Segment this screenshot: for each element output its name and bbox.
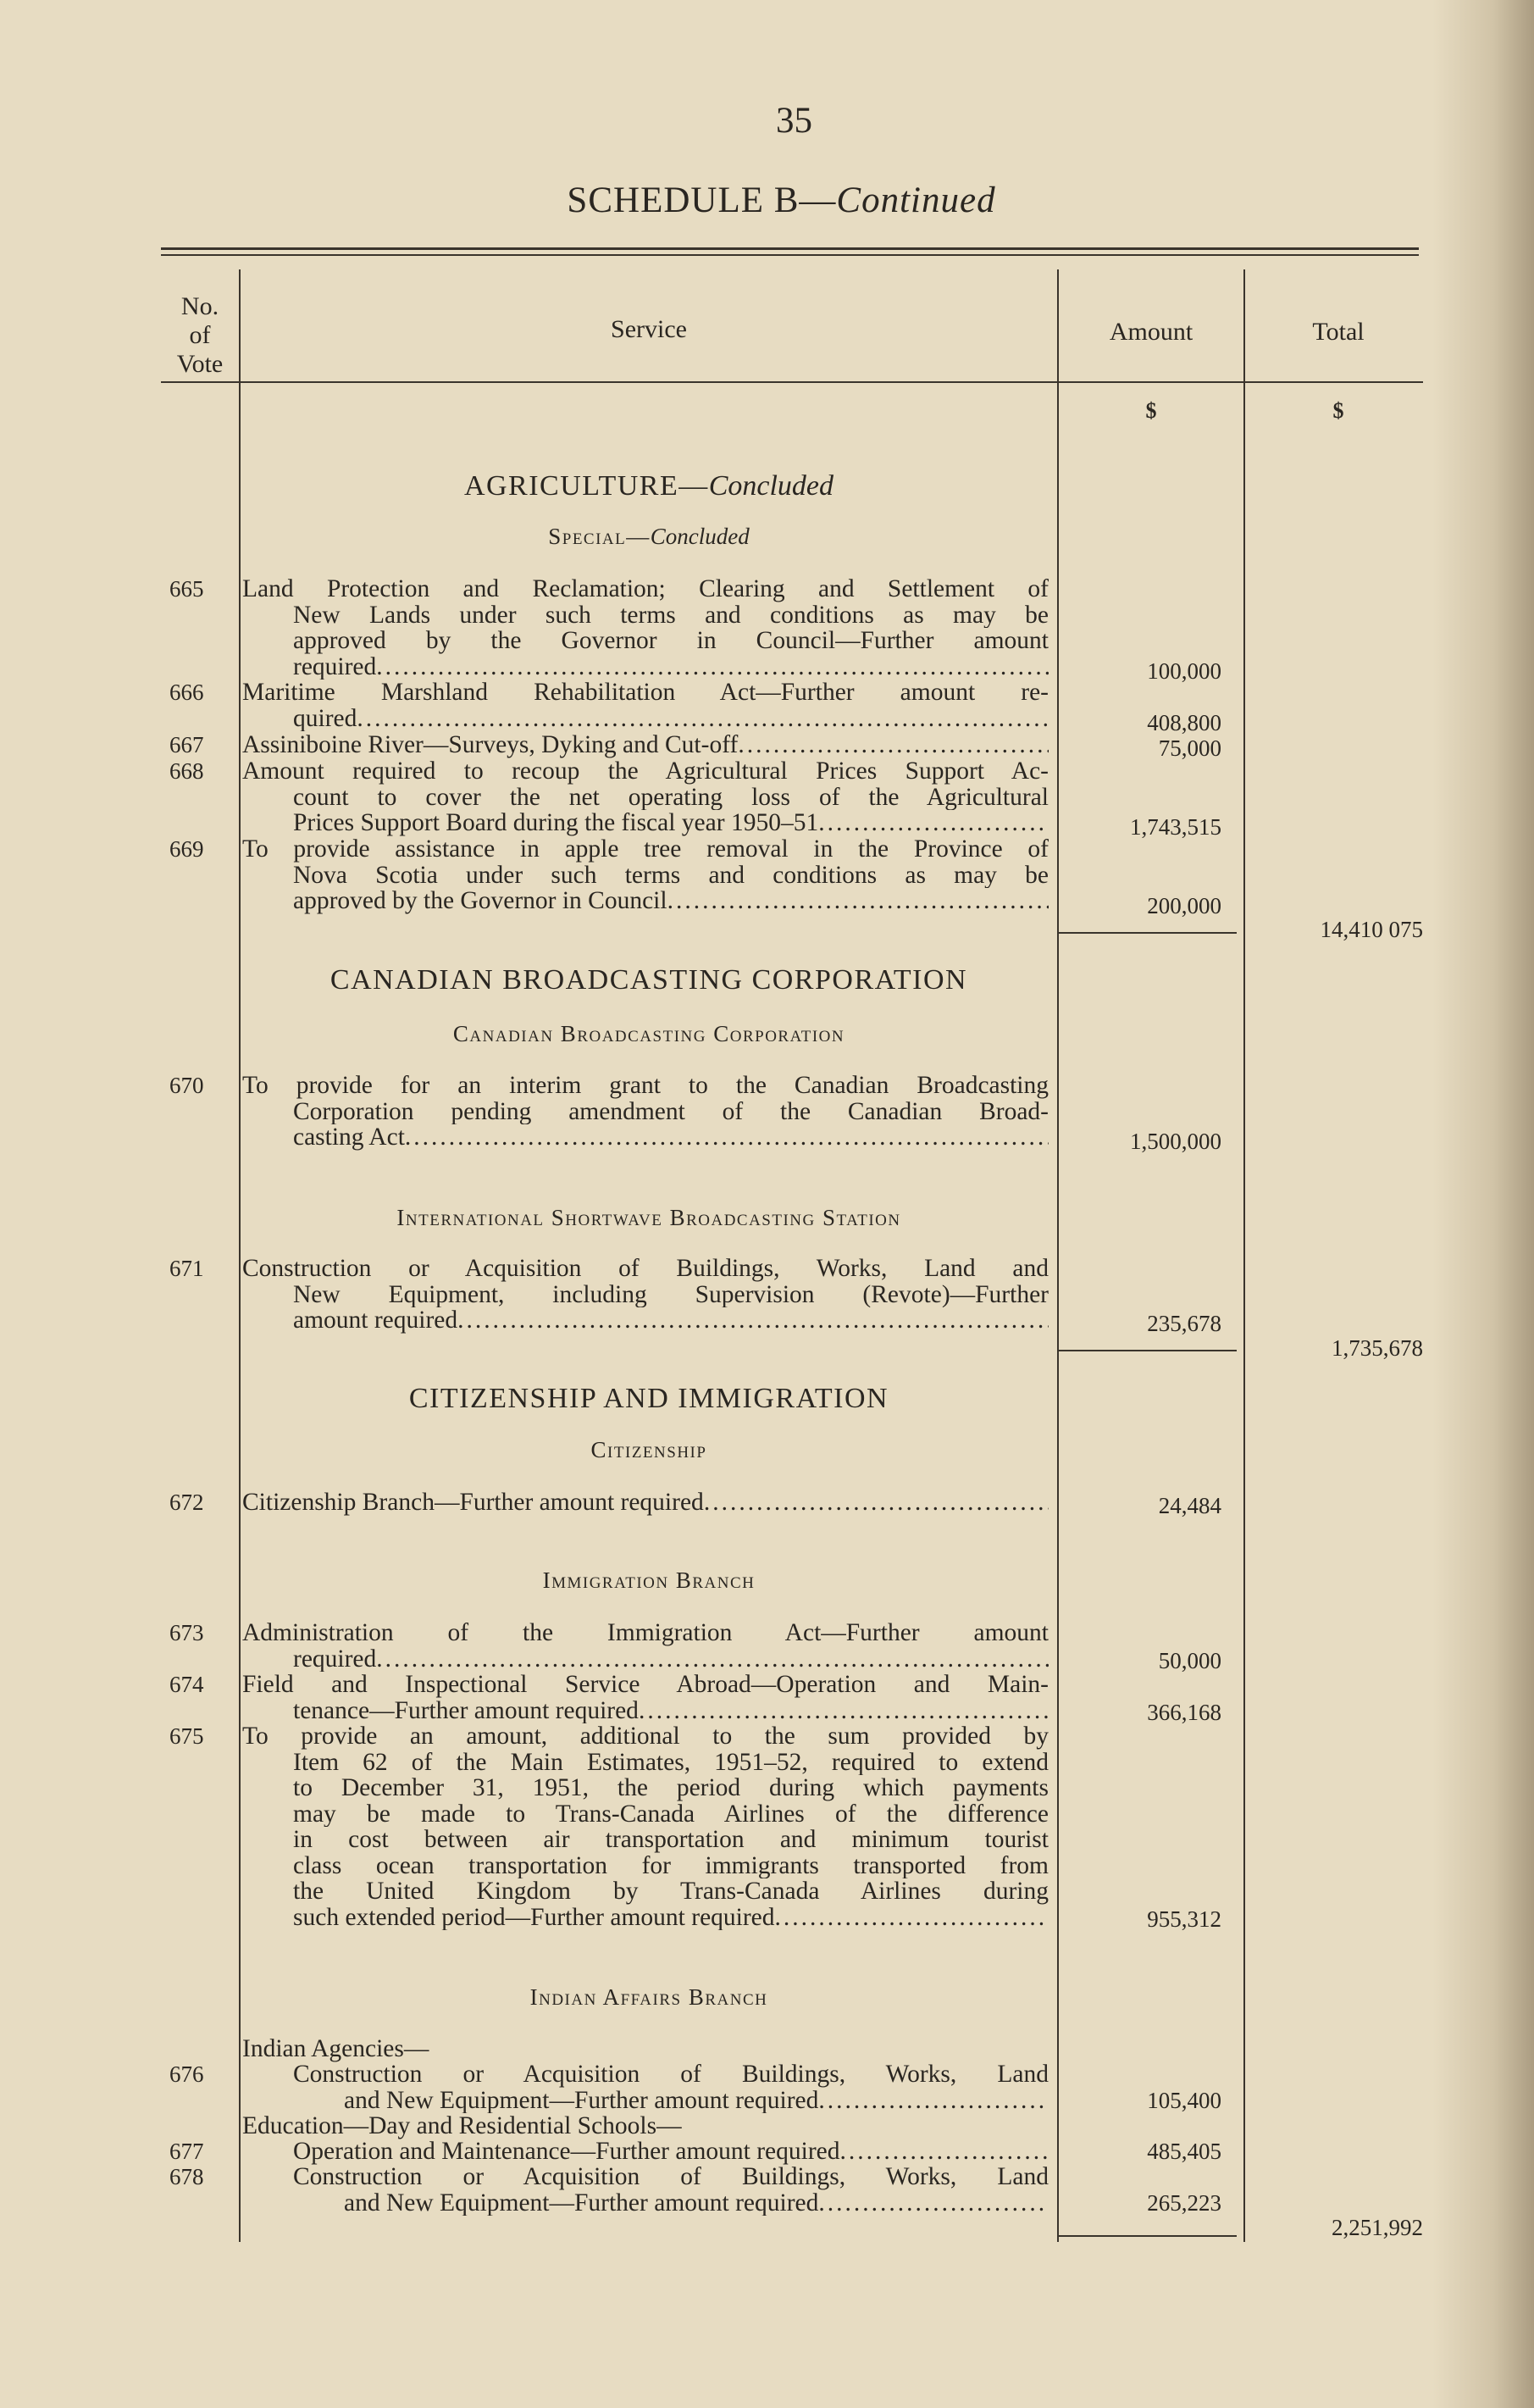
section-heading-cbc: CANADIAN BROADCASTING CORPORATION bbox=[330, 964, 968, 996]
service-description: Assiniboine River—Surveys, Dyking and Cut-off ..... bbox=[242, 732, 1049, 758]
vote-number: 673 bbox=[169, 1620, 204, 1645]
total-dollar-sign: $ bbox=[1332, 398, 1344, 423]
vote-number: 674 bbox=[169, 1672, 204, 1697]
header-total: Total bbox=[1312, 318, 1365, 346]
total-value-cbc: 1,735,678 bbox=[1332, 1335, 1423, 1361]
section-heading-agriculture: AGRICULTURE—Concluded bbox=[463, 470, 834, 502]
amount-value: 200,000 bbox=[1147, 893, 1221, 918]
top-rule-1 bbox=[161, 247, 1419, 250]
vote-number: 671 bbox=[169, 1256, 204, 1281]
service-description: Construction or Acquisition of Buildings, Works, Land and New Equipment—Further amount required ..... bbox=[242, 2061, 1049, 2113]
page-edge-shadow bbox=[1432, 0, 1534, 2408]
service-description: To provide an amount, additional to the sum provided by Item 62 of the Main Estimates, 1951–52, required to extend to December 31, 1951, the period during which payments may be made to Trans-Canada Airlines of the difference in cost between air transportation and minimum tourist class ocean transportation for immigrants transported from the United Kingdom by Trans-Canada Airlines during such extended period—Further amount required ..... bbox=[242, 1723, 1049, 1930]
vote-number: 676 bbox=[169, 2061, 204, 2087]
amount-value: 265,223 bbox=[1147, 2190, 1221, 2216]
amount-value: 50,000 bbox=[1158, 1648, 1221, 1673]
amount-value: 1,743,515 bbox=[1130, 814, 1221, 840]
header-vote: No. of Vote bbox=[176, 292, 224, 378]
amount-value: 408,800 bbox=[1147, 710, 1221, 735]
subheading-special: Special—Concluded bbox=[548, 524, 750, 549]
header-bottom-rule bbox=[161, 381, 1423, 383]
section-heading-citizenship-immigration: CITIZENSHIP AND IMMIGRATION bbox=[408, 1383, 889, 1414]
group-label-indian-agencies: Indian Agencies— bbox=[242, 2036, 429, 2062]
subheading-indian-affairs: Indian Affairs Branch bbox=[529, 1984, 768, 2010]
service-description: Citizenship Branch—Further amount required ..... bbox=[242, 1490, 1049, 1516]
subheading-cbc: Canadian Broadcasting Corporation bbox=[452, 1021, 845, 1046]
amount-value: 24,484 bbox=[1158, 1493, 1221, 1518]
vote-number: 668 bbox=[169, 758, 204, 784]
subheading-citizenship: Citizenship bbox=[590, 1437, 707, 1462]
service-description: Operation and Maintenance—Further amount required ..... bbox=[242, 2139, 1049, 2165]
service-description: Construction or Acquisition of Buildings, Works, Land and New Equipment, including Supervision (Revote)—Further amount required ..... bbox=[242, 1256, 1049, 1334]
amount-column-divider-left bbox=[1057, 269, 1059, 2242]
subtotal-rule-indian bbox=[1059, 2235, 1237, 2237]
amount-value: 955,312 bbox=[1147, 1906, 1221, 1932]
amount-value: 235,678 bbox=[1147, 1311, 1221, 1336]
group-label-education: Education—Day and Residential Schools— bbox=[242, 2113, 682, 2139]
service-description: Field and Inspectional Service Abroad—Operation and Main- tenance—Further amount required ..... bbox=[242, 1672, 1049, 1723]
page-title: SCHEDULE B—Continued bbox=[567, 180, 996, 220]
vote-number: 665 bbox=[169, 576, 204, 602]
service-description: To provide assistance in apple tree removal in the Province of Nova Scotia under such terms and conditions as may be approved by the Governor in Council ..... bbox=[242, 836, 1049, 914]
service-description: Administration of the Immigration Act—Further amount required ..... bbox=[242, 1620, 1049, 1672]
amount-column-divider-right bbox=[1243, 269, 1245, 2242]
header-amount: Amount bbox=[1109, 318, 1193, 346]
amount-value: 485,405 bbox=[1147, 2139, 1221, 2164]
vote-number: 675 bbox=[169, 1723, 204, 1749]
amount-value: 100,000 bbox=[1147, 658, 1221, 684]
subheading-shortwave: International Shortwave Broadcasting Station bbox=[396, 1205, 901, 1230]
subheading-immigration: Immigration Branch bbox=[542, 1567, 756, 1593]
service-description: Amount required to recoup the Agricultural Prices Support Ac- count to cover the net operating loss of the Agricultural Prices Support Board during the fiscal year 1950–51 ..... bbox=[242, 758, 1049, 836]
vote-number: 666 bbox=[169, 680, 204, 705]
subtotal-rule-agriculture bbox=[1059, 932, 1237, 934]
amount-value: 105,400 bbox=[1147, 2088, 1221, 2113]
vote-number: 678 bbox=[169, 2164, 204, 2189]
vote-column-divider bbox=[239, 269, 241, 2242]
top-rule-2 bbox=[161, 254, 1419, 256]
amount-value: 366,168 bbox=[1147, 1700, 1221, 1725]
amount-value: 75,000 bbox=[1158, 735, 1221, 761]
service-description: Construction or Acquisition of Buildings, Works, Land and New Equipment—Further amount required ..... bbox=[242, 2164, 1049, 2216]
vote-number: 669 bbox=[169, 836, 204, 862]
total-value-agriculture: 14,410 075 bbox=[1320, 917, 1423, 942]
service-description: Maritime Marshland Rehabilitation Act—Further amount re- quired ..... bbox=[242, 680, 1049, 731]
vote-number: 677 bbox=[169, 2139, 204, 2164]
amount-dollar-sign: $ bbox=[1145, 398, 1157, 423]
service-description: Land Protection and Reclamation; Clearing and Settlement of New Lands under such terms and conditions as may be approved by the Governor in Council—Further amount required ..... bbox=[242, 576, 1049, 680]
subtotal-rule-cbc bbox=[1059, 1350, 1237, 1351]
vote-number: 670 bbox=[169, 1073, 204, 1098]
service-description: To provide for an interim grant to the Canadian Broadcasting Corporation pending amendment of the Canadian Broad- casting Act ..... bbox=[242, 1073, 1049, 1151]
page-number: 35 bbox=[776, 101, 812, 141]
vote-number: 672 bbox=[169, 1490, 204, 1515]
amount-value: 1,500,000 bbox=[1130, 1129, 1221, 1154]
vote-number: 667 bbox=[169, 732, 204, 757]
total-value-indian-affairs: 2,251,992 bbox=[1332, 2215, 1423, 2240]
header-service: Service bbox=[611, 315, 687, 343]
